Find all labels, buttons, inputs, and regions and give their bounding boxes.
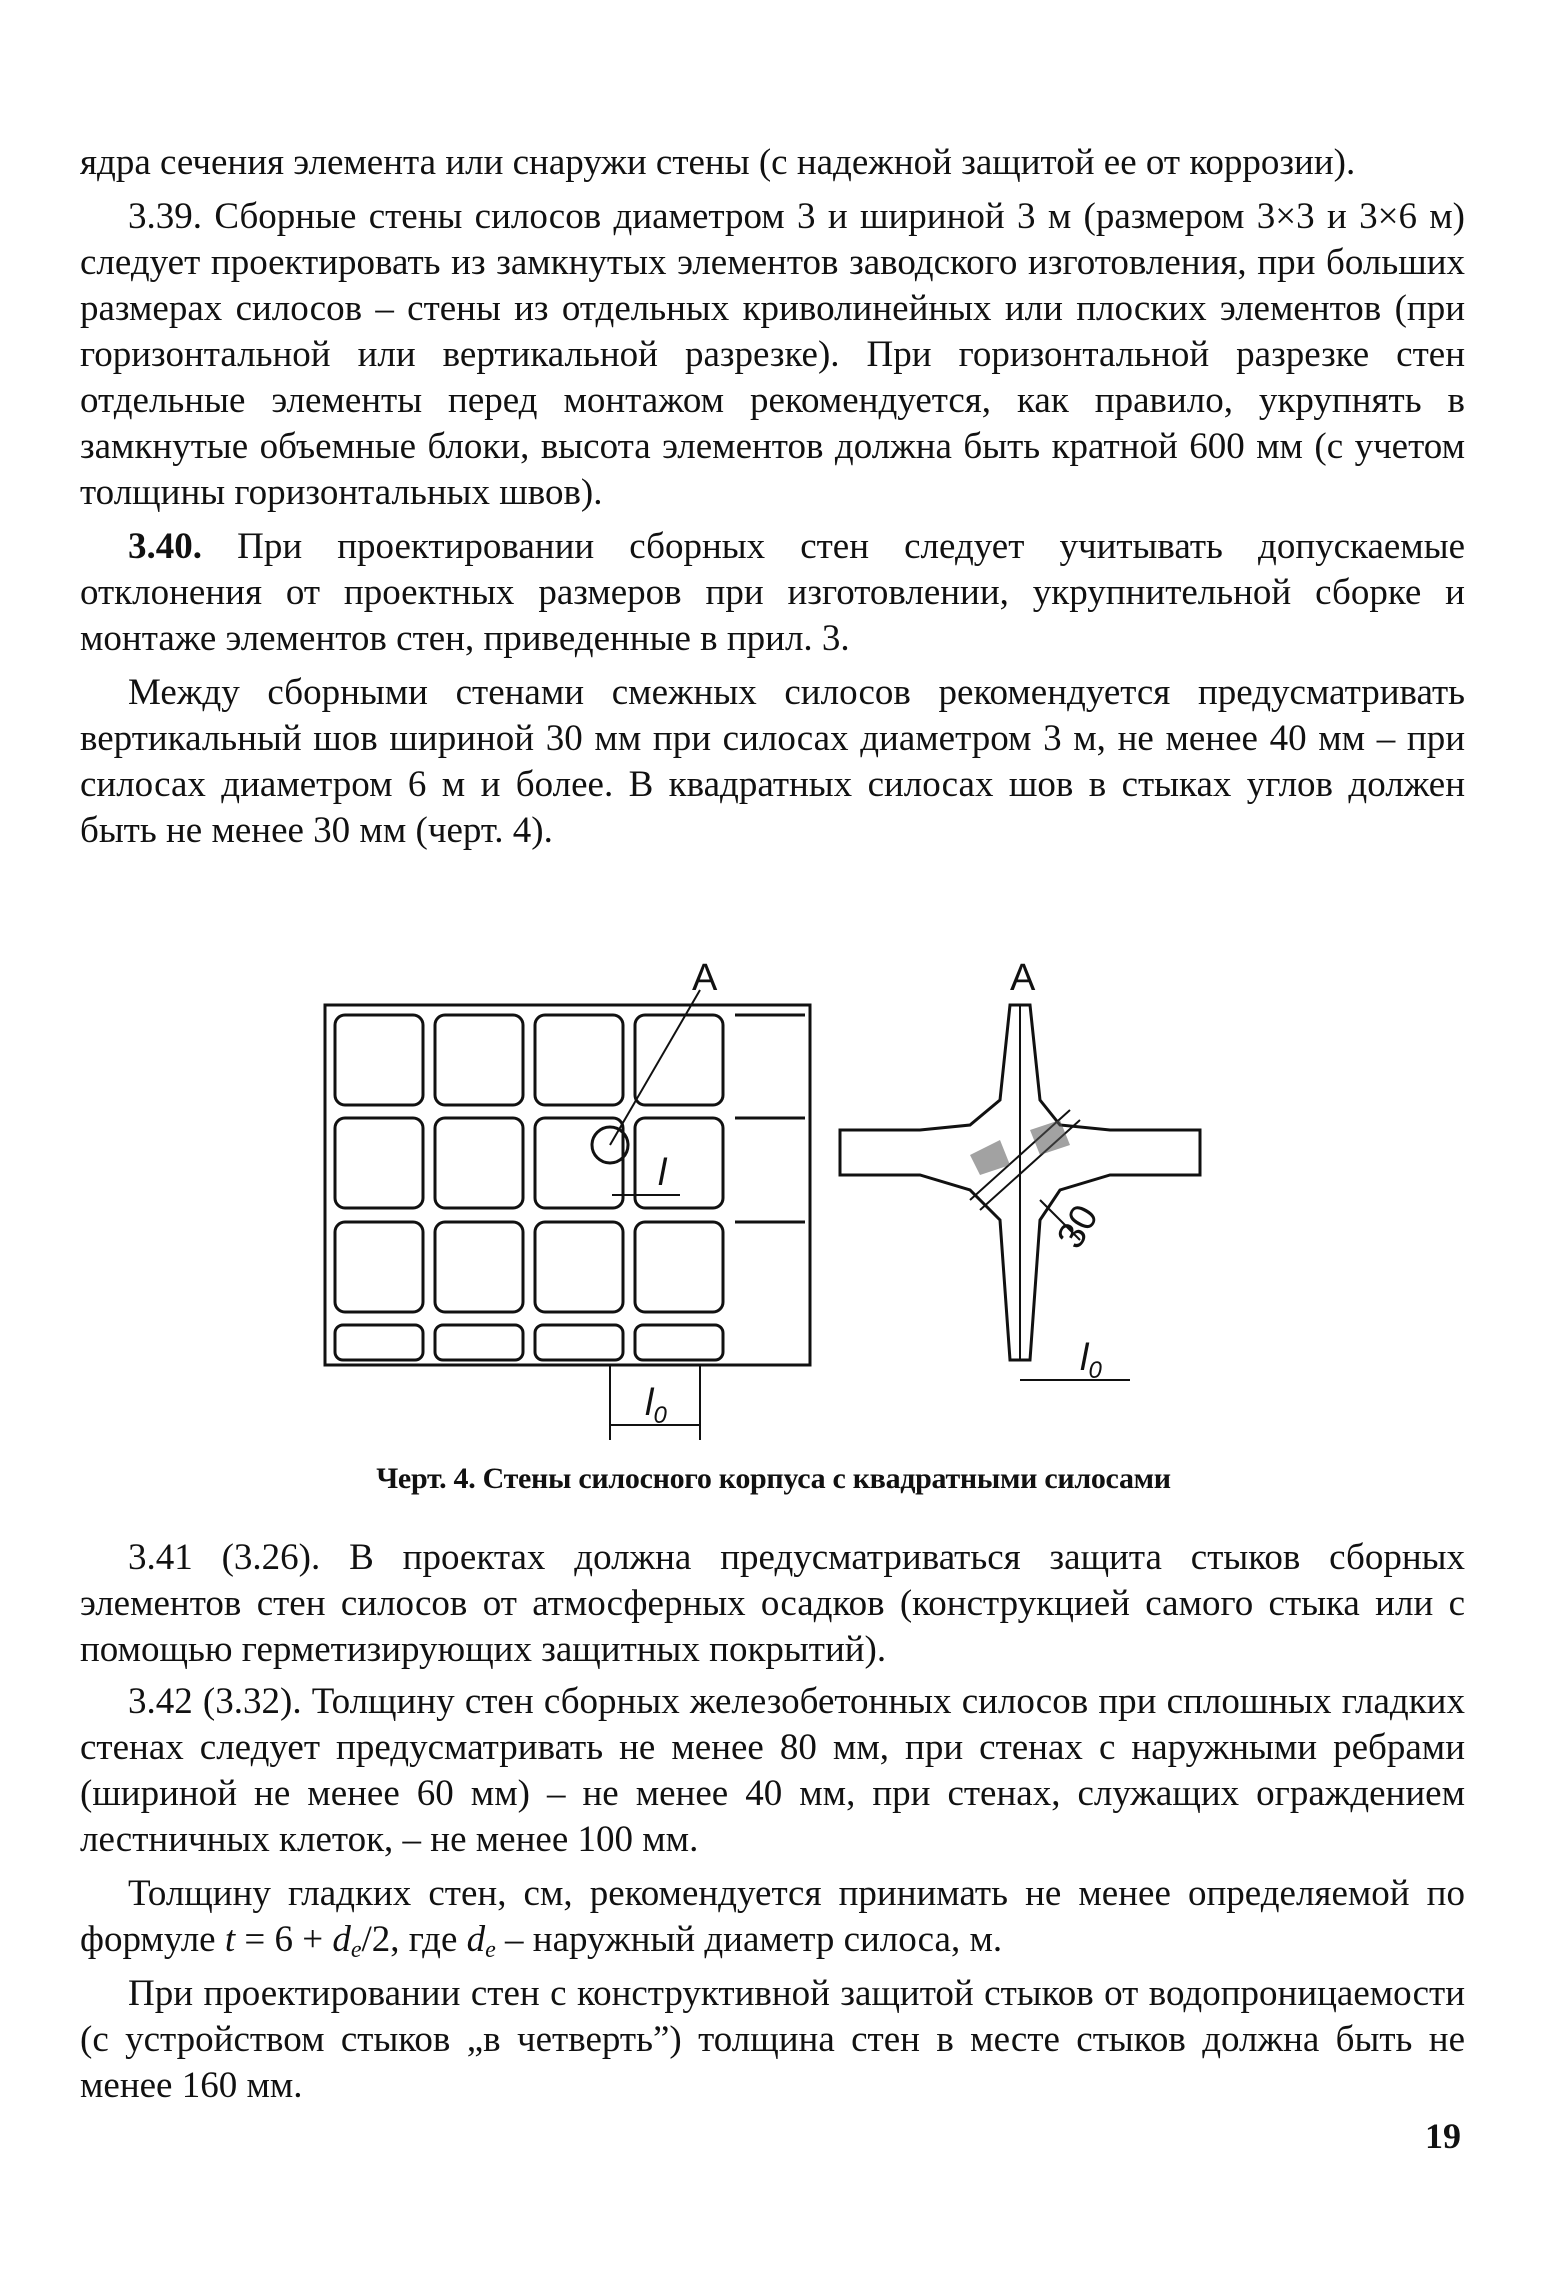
paragraph-formula: Толщину гладких стен, см, рекомендуется принимать не менее определяемой по формуле $t = 6 + d_e/2$, где $d_e$ – наружный диаметр силоса, м.: [80, 1873, 1465, 1963]
label-l0-right: $l_0$: [1080, 1337, 1102, 1384]
label-l: l: [658, 1152, 667, 1194]
text-top: [80, 140, 1465, 854]
clause-number: 3.39.: [128, 196, 202, 237]
joint-detail-drawing: [840, 1005, 1200, 1380]
clause-number: 3.41 (3.26).: [128, 1537, 321, 1578]
clause-number: 3.40.: [128, 526, 202, 567]
figure-caption: Черт. 4. Стены силосного корпуса с квадратными силосами: [376, 1462, 1171, 1495]
label-l0-left: $l_0$: [645, 1382, 667, 1429]
paragraph-3-40: [80, 524, 1465, 662]
text-bottom: [80, 1535, 1465, 2109]
clause-text: Толщину стен сборных железобетонных силосов при сплошных гладких стенах следует предусматривать не менее 80 мм, при стенах с наружными ребрами (шириной не менее 60 мм) – не менее 40 мм, при стенах, служащих ограждением лестничных клеток, – не менее 100 мм.: [80, 1681, 1465, 1860]
label-a-right: A: [1010, 960, 1036, 999]
formula-t: t: [224, 1919, 236, 1960]
paragraph-joint-protection: При проектировании стен с конструктивной защитой стыков от водопроницаемости (с устройством стыков „в четверть”) толщина стен в месте стыков должна быть не менее 160 мм.: [80, 1973, 1465, 2106]
paragraph-3-41: [80, 1535, 1465, 1673]
paragraph-joints: Между сборными стенами смежных силосов рекомендуется предусматривать вертикальный шов шириной 30 мм при силосах диаметром 3 м, не менее 40 мм – при силосах диаметром 6 м и более. В квадратных силосах шов в стыках углов должен быть не менее 30 мм (черт. 4).: [80, 672, 1465, 851]
label-30: 30: [1049, 1198, 1107, 1256]
clause-text: Сборные стены силосов диаметром 3 и шириной 3 м (размером 3×3 и 3×6 м) следует проектировать из замкнутых элементов заводского изготовления, при больших размерах силосов – стены из отдельных криволинейных или плоских элементов (при горизонтальной или вертикальной разрезке). При горизонтальной разрезке стен отдельные элементы перед монтажом рекомендуется, как правило, укрупнять в замкнутые объемные блоки, высота элементов должна быть кратной 600 мм (с учетом толщины горизонтальных швов).: [80, 196, 1465, 513]
clause-text: При проектировании сборных стен следует учитывать допускаемые отклонения от проектных размеров при изготовлении, укрупнительной сборке и монтаже элементов стен, приведенные в прил. 3.: [80, 526, 1466, 659]
page-number: 19: [1425, 2116, 1461, 2156]
paragraph-3-39: [80, 194, 1465, 516]
paragraph-3-42: [80, 1679, 1465, 1863]
figure-silo-walls: [320, 960, 1230, 1440]
clause-text: В проектах должна предусматриваться защита стыков сборных элементов стен силосов от атмосферных осадков (конструкцией самого стыка или с помощью герметизирующих защитных покрытий).: [80, 1537, 1466, 1670]
paragraph-continuation: ядра сечения элемента или снаружи стены (с надежной защитой ее от коррозии).: [80, 142, 1356, 183]
clause-number: 3.42 (3.32).: [128, 1681, 302, 1722]
label-a-left: A: [692, 960, 718, 999]
silo-grid-drawing: [325, 990, 810, 1440]
